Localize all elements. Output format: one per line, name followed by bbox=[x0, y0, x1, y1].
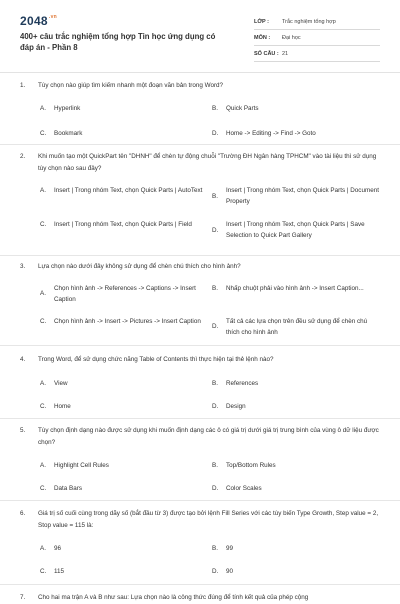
question-6 bbox=[20, 508, 380, 581]
question-divider bbox=[0, 584, 400, 585]
question-text: Khi muốn tạo một QuickPart tên "DHNH" để chèn tự động chuỗi "Trường ĐH Ngân hàng TPHCM" vào tài liệu thì sử dụng tùy chọn nào sau đây? bbox=[38, 153, 377, 172]
option-d[interactable]: D. 90 bbox=[212, 568, 234, 575]
option-a[interactable]: A. Hyperlink bbox=[40, 104, 81, 112]
option-d[interactable]: D. Insert | Trong nhóm Text, chọn Quick Parts | Save Selection to Quick Part Gallery bbox=[212, 221, 365, 239]
meta-row-count bbox=[254, 46, 380, 62]
option-b[interactable]: B. Quick Parts bbox=[212, 104, 259, 112]
option-d[interactable]: D. Home -> Editing -> Find -> Goto bbox=[212, 129, 316, 137]
question-number: 4. bbox=[20, 356, 26, 363]
logo-text: 2048 bbox=[20, 14, 48, 28]
question-text: Tùy chọn nào giúp tìm kiếm nhanh một đoạn văn bản trong Word? bbox=[38, 82, 224, 89]
option-b[interactable]: B. 99 bbox=[212, 545, 234, 552]
meta-key: SỐ CÂU : bbox=[254, 50, 279, 57]
option-c[interactable]: C. Chọn hình ảnh -> Insert -> Pictures -> Insert Caption bbox=[40, 317, 201, 325]
question-number: 1. bbox=[20, 82, 26, 89]
question-divider bbox=[0, 500, 400, 501]
header-divider bbox=[0, 72, 400, 73]
meta-value: Đại học bbox=[282, 34, 301, 41]
option-d[interactable]: D. Color Scales bbox=[212, 485, 262, 492]
question-text: Cho hai ma trận A và B như sau: Lựa chọn nào là công thức đúng để tính kết quả của phép cộng bbox=[38, 594, 309, 601]
meta-value: Trắc nghiệm tổng hợp bbox=[282, 18, 336, 25]
logo-suffix: .vn bbox=[48, 14, 58, 20]
question-text: Trong Word, để sử dụng chức năng Table of Contents thì thực hiện tại thẻ lệnh nào? bbox=[38, 356, 274, 363]
option-b[interactable]: B. Nhấp chuột phải vào hình ảnh -> Insert Caption... bbox=[212, 284, 364, 292]
question-2 bbox=[20, 151, 380, 244]
question-text: Giá trị số cuối cùng trong dãy số (bắt đầu từ 3) được tạo bởi lệnh Fill Series với các tùy biến Type Growth, Step value = 2, Stop value = 115 là: bbox=[38, 510, 379, 529]
question-5 bbox=[20, 425, 380, 498]
question-text: Tùy chọn định dạng nào được sử dụng khi muốn định dạng các ô có giá trị dưới giá trị trung bình của vùng ô dữ liệu được chọn? bbox=[38, 427, 379, 446]
question-number: 7. bbox=[20, 594, 26, 601]
question-divider bbox=[0, 255, 400, 256]
question-number: 3. bbox=[20, 263, 26, 270]
question-text: Lựa chọn nào dưới đây không sử dụng để chèn chú thích cho hình ảnh? bbox=[38, 263, 241, 270]
question-number: 5. bbox=[20, 427, 26, 434]
meta-row-subject bbox=[254, 30, 380, 46]
question-divider bbox=[0, 345, 400, 346]
meta-value: 21 bbox=[282, 50, 289, 57]
option-d[interactable]: D. Tất cả các lựa chọn trên đều sử dụng để chèn chú thích cho hình ảnh bbox=[212, 317, 368, 336]
option-a[interactable]: A. Chọn hình ảnh -> References -> Captions -> Insert Caption bbox=[40, 284, 196, 303]
question-4 bbox=[20, 354, 380, 416]
option-c[interactable]: C. Bookmark bbox=[40, 129, 83, 137]
option-a[interactable]: A. 96 bbox=[40, 545, 62, 552]
question-divider bbox=[0, 418, 400, 419]
question-number: 6. bbox=[20, 510, 26, 517]
option-d[interactable]: D. Design bbox=[212, 402, 246, 410]
meta-row-class bbox=[254, 14, 380, 30]
question-1 bbox=[20, 80, 380, 142]
question-3 bbox=[20, 261, 380, 343]
option-a[interactable]: A. Highlight Cell Rules bbox=[40, 462, 109, 469]
option-a[interactable]: A. Insert | Trong nhóm Text, chọn Quick Parts | AutoText bbox=[40, 187, 203, 194]
option-b[interactable]: B. Insert | Trong nhóm Text, chọn Quick Parts | Document Property bbox=[212, 187, 379, 205]
option-b[interactable]: B. Top/Bottom Rules bbox=[212, 462, 276, 469]
meta-key: LỚP : bbox=[254, 18, 269, 25]
meta-key: MÔN : bbox=[254, 34, 271, 41]
option-c[interactable]: C. Data Bars bbox=[40, 485, 82, 492]
question-7 bbox=[20, 592, 380, 604]
option-c[interactable]: C. 115 bbox=[40, 568, 65, 575]
site-logo[interactable] bbox=[20, 14, 57, 28]
option-b[interactable]: B. References bbox=[212, 379, 259, 387]
option-a[interactable]: A. View bbox=[40, 379, 68, 387]
meta-table bbox=[254, 14, 380, 62]
option-c[interactable]: C. Home bbox=[40, 402, 71, 410]
document-title: 400+ câu trắc nghiệm tổng hợp Tin học ứng dụng có đáp án - Phần 8 bbox=[20, 32, 216, 52]
page-header bbox=[0, 0, 400, 72]
question-number: 2. bbox=[20, 153, 26, 160]
question-divider bbox=[0, 144, 400, 145]
option-c[interactable]: C. Insert | Trong nhóm Text, chọn Quick Parts | Field bbox=[40, 221, 192, 228]
